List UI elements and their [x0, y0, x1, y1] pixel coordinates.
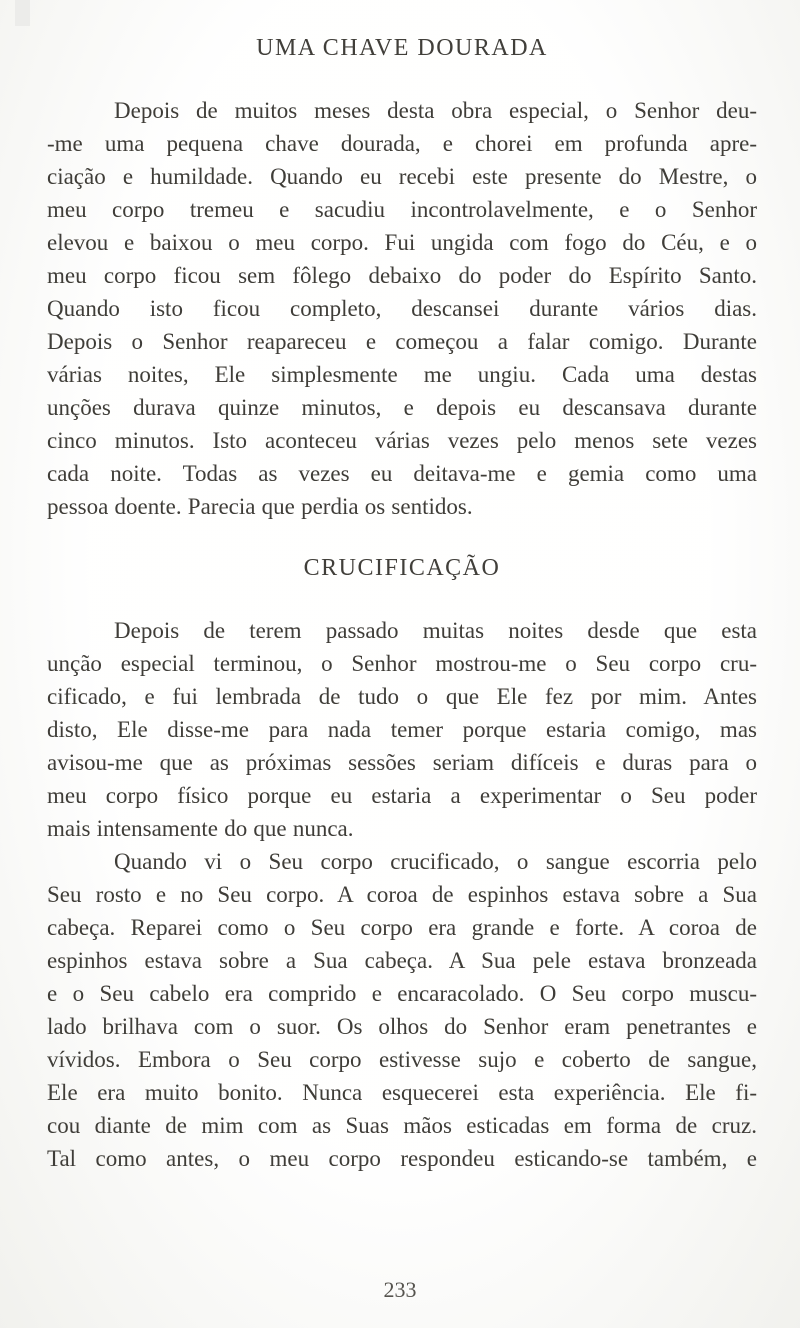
- text-line: várias noites, Ele simplesmente me ungiu. Cada uma destas: [47, 362, 757, 387]
- text-line: -me uma pequena chave dourada, e chorei em profunda apre-: [47, 131, 757, 156]
- text-line: Depois de terem passado muitas noites desde que esta: [114, 618, 757, 643]
- text-line: elevou e baixou o meu corpo. Fui ungida com fogo do Céu, e o: [47, 230, 757, 255]
- text-line: Ele era muito bonito. Nunca esquecerei esta experiência. Ele fi-: [47, 1080, 757, 1105]
- text-line: cou diante de mim com as Suas mãos esticadas em forma de cruz.: [47, 1113, 757, 1138]
- text-line: mais intensamente do que nunca.: [47, 816, 354, 841]
- text-line: unções durava quinze minutos, e depois eu descansava durante: [47, 395, 757, 420]
- text-line: cinco minutos. Isto aconteceu várias vezes pelo menos sete vezes: [47, 428, 757, 453]
- text-line: Depois de muitos meses desta obra especial, o Senhor deu-: [114, 98, 757, 123]
- text-line: cificado, e fui lembrada de tudo o que Ele fez por mim. Antes: [47, 684, 757, 709]
- text-line: Seu rosto e no Seu corpo. A coroa de espinhos estava sobre a Sua: [47, 882, 757, 907]
- text-line: Depois o Senhor reapareceu e começou a falar comigo. Durante: [47, 329, 757, 354]
- text-line: lado brilhava com o suor. Os olhos do Senhor eram penetrantes e: [47, 1014, 757, 1039]
- text-line: pessoa doente. Parecia que perdia os sentidos.: [47, 494, 473, 519]
- text-line: Quando vi o Seu corpo crucificado, o sangue escorria pelo: [114, 849, 757, 874]
- section-heading: UMA CHAVE DOURADA: [256, 35, 548, 61]
- text-line: meu corpo ficou sem fôlego debaixo do poder do Espírito Santo.: [47, 263, 757, 288]
- text-line: e o Seu cabelo era comprido e encaracolado. O Seu corpo muscu-: [47, 981, 757, 1006]
- text-line: Quando isto ficou completo, descansei durante vários dias.: [47, 296, 757, 321]
- scan-artifact: [15, 0, 30, 26]
- text-line: espinhos estava sobre a Sua cabeça. A Sua pele estava bronzeada: [47, 948, 757, 973]
- text-line: Tal como antes, o meu corpo respondeu esticando-se também, e: [47, 1146, 757, 1171]
- page-number: 233: [383, 1277, 417, 1302]
- text-line: disto, Ele disse-me para nada temer porque estaria comigo, mas: [47, 717, 757, 742]
- paragraph: [47, 614, 757, 845]
- paragraph: [47, 845, 757, 1175]
- text-line: vívidos. Embora o Seu corpo estivesse sujo e coberto de sangue,: [47, 1047, 757, 1072]
- text-line: meu corpo tremeu e sacudiu incontrolavelmente, e o Senhor: [47, 197, 757, 222]
- text-line: cada noite. Todas as vezes eu deitava-me e gemia como uma: [47, 461, 757, 486]
- text-line: cabeça. Reparei como o Seu corpo era grande e forte. A coroa de: [47, 915, 757, 940]
- section-heading: CRUCIFICAÇÃO: [303, 555, 501, 581]
- paragraph: [47, 94, 757, 523]
- text-line: ciação e humildade. Quando eu recebi este presente do Mestre, o: [47, 164, 757, 189]
- text-line: meu corpo físico porque eu estaria a experimentar o Seu poder: [47, 783, 757, 808]
- text-line: avisou-me que as próximas sessões seriam difíceis e duras para o: [47, 750, 757, 775]
- text-line: unção especial terminou, o Senhor mostrou-me o Seu corpo cru-: [47, 651, 757, 676]
- page-body: [47, 32, 757, 1175]
